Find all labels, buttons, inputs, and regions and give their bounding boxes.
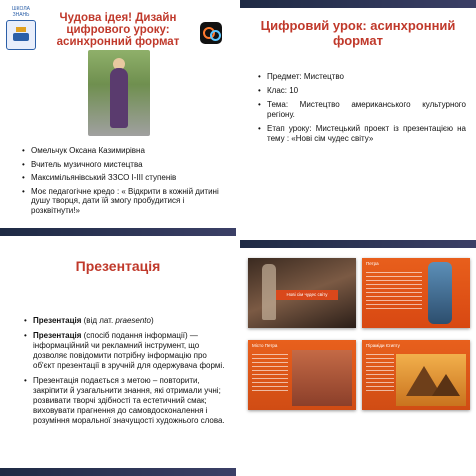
slide-4[interactable]	[240, 240, 476, 476]
book-icon	[13, 33, 29, 41]
thumbnail-title-bar: Нові сім чудес світу	[276, 290, 338, 300]
list-item: • Етап уроку: Мистецький проект із презентацією на тему : «Нові сім чудес світу»	[258, 124, 466, 144]
list-item: • Презентація подається з метою – повторити, закріпити й узагальнити знання, які отримали учні; розвивати творчі здібності та естетичний смак; виховувати прагнення до самовдосконалення і розуміння моральної значущості художнього слова.	[24, 376, 230, 426]
slide-thumbnail-title[interactable]	[248, 258, 356, 328]
term-latin: praesento	[115, 316, 151, 325]
slide-2-bullet-list	[258, 72, 466, 148]
blue-ring-icon	[210, 30, 221, 41]
list-item: • Клас: 10	[258, 86, 466, 96]
school-logo-text: ШКОЛА ЗНАНЬ	[12, 6, 30, 18]
pyramid-shape	[432, 374, 460, 396]
slide-3-bottom-band	[0, 468, 236, 476]
list-item: • Тема: Мистецтво американського культурного регіону.	[258, 100, 466, 120]
list-item: • Моє педагогічне кредо : « Відкрити в кожній дитині душу творця, дати їй змогу пробудитися і розквітнути!»	[22, 187, 234, 216]
list-item: • Омельчук Оксана Казимирівна	[22, 146, 234, 156]
slide-1[interactable]	[0, 0, 236, 236]
list-item: • Максимільянівський ЗЗСО І-ІІІ ступенів	[22, 173, 234, 183]
slide-3-bullet-list	[24, 316, 230, 431]
slide-1-bottom-band	[0, 228, 236, 236]
thumbnail-text-lines	[366, 272, 422, 312]
thumbnail-heading: Петра	[366, 261, 379, 266]
statue-image	[262, 264, 276, 320]
person-figure	[110, 68, 128, 128]
slide-1-title: Чудова ідея! Дизайн цифрового уроку: асинхронний формат	[56, 12, 180, 48]
term-text: (від лат.	[81, 316, 116, 325]
term-bold: Презентація	[33, 331, 82, 340]
double-circle-app-icon	[200, 22, 222, 44]
thumbnail-text-lines	[252, 354, 288, 394]
slide-thumbnail-statue[interactable]	[362, 258, 470, 328]
slide-2[interactable]	[240, 0, 476, 236]
slide-thumbnail-pyramids[interactable]	[362, 340, 470, 410]
slide-1-bullet-list	[22, 146, 234, 219]
slide-3[interactable]	[0, 240, 236, 476]
slide-2-title: Цифровий урок: асинхронний формат	[260, 18, 456, 48]
list-item	[24, 331, 230, 371]
slide-thumbnail-petra[interactable]	[248, 340, 356, 410]
term-end: )	[150, 316, 154, 325]
definition-text: (спосіб подання інформації) — інформаційний чи рекламний інструмент, що дозволяє повідомити потрібну інформацію про об'єкт презентації в зручній для одержувача формі.	[33, 331, 225, 370]
list-item: • Предмет: Мистецтво	[258, 72, 466, 82]
statue-of-liberty-image	[428, 262, 452, 324]
list-item: • Вчитель музичного мистецтва	[22, 160, 234, 170]
thumbnail-heading: Піраміди Єгипту	[366, 343, 400, 348]
slide-3-title: Презентація	[75, 258, 161, 274]
term-bold: Презентація	[33, 316, 82, 325]
graduation-cap-icon	[16, 27, 26, 32]
petra-image	[292, 350, 352, 406]
slide-4-top-band	[240, 240, 476, 248]
thumbnail-text-lines	[366, 354, 394, 394]
thumbnail-heading: Місто Петра	[252, 343, 278, 348]
list-item	[24, 316, 230, 326]
teacher-photo	[88, 50, 150, 136]
slide-2-top-band	[240, 0, 476, 8]
school-logo-icon	[6, 20, 36, 50]
